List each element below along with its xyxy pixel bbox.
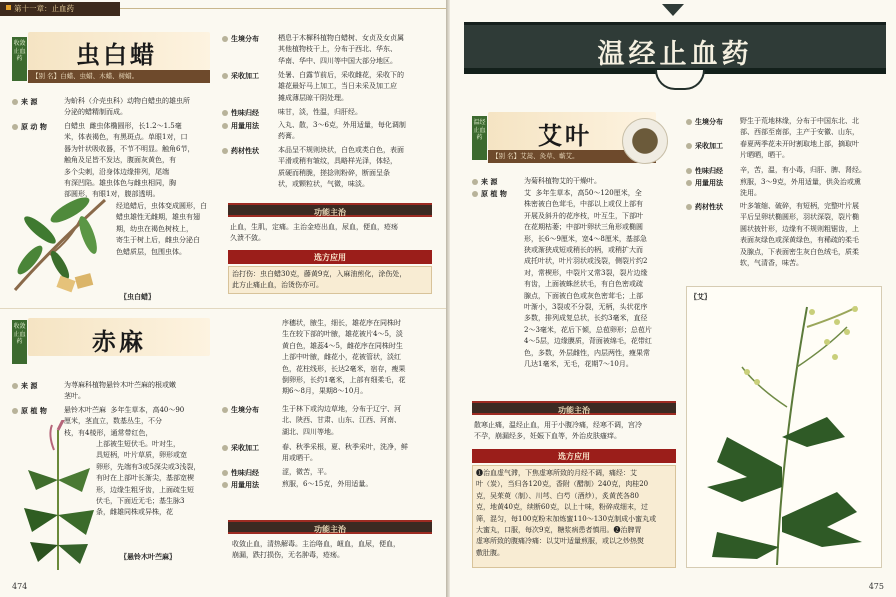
usage-text: 入丸、散，3～6克，外用适量，每化调制 药膏。 (278, 121, 406, 141)
application-section-header: 选方应用 (472, 449, 676, 463)
origin-text-cont: 上部被生短伏毛。叶对生， 具短柄，叶片草质，卵形或宽 卵形，先端有3或5深尖或3浅裂， 有时在上部叶长渐尖，基部宽楔 形，边缘生粗牙齿，上面疏生短 伏毛，下面近无毛；基生脉3 条，雌雄同株或异株，花 (96, 440, 201, 517)
alias-bar: 【别 名】艾蒿、灸草、蘄艾。 (488, 150, 656, 163)
origin-text: 悬铃木叶苎麻 多年生草本，高40～90 厘米，茎直立，数基丛生，不分 枝，有4棱形，通常带红色， (64, 406, 185, 437)
source-text: 为菊科植物艾的干燥叶。 (524, 177, 601, 185)
distribution-label: 生境分布 (686, 116, 723, 127)
function-section-header: 功能主治 (228, 203, 432, 217)
dried-herb-photo (622, 118, 668, 164)
page-number: 475 (868, 582, 884, 591)
source-label: 来 源 (472, 176, 497, 187)
image-caption: 〖悬铃木叶苎麻〗 (120, 552, 176, 561)
application-text: ❶治血虚气滞，下焦虚寒所致的月经不调，痛经：艾 叶（炭），当归各120克，香附（醋制）240克，肉桂20 克，吴茱萸（制）、川芎、白芍（酒炒），炙黄芪各80 克，地黄40克，续断60克，以上十味，粉碎成细末，过 筛，混匀，每100克粉末加炼蜜110～130克制成小蜜丸或 大蜜丸，口服，每次9克，糖浆病患者慎用。❷治脾胃 虚寒所致的腹痛冷痛：以艾叶适量煎服，或以之炒热熨 敷肚腹。 (476, 469, 657, 557)
usage-label: 用量用法 (686, 177, 723, 188)
source-text: 为荨麻科植物悬铃木叶苎麻的根或嫩 茎叶。 (64, 381, 176, 401)
properties-label: 药材性状 (686, 201, 723, 212)
right-page (450, 0, 896, 597)
mugwort-illustration (687, 287, 881, 567)
section-banner (464, 22, 886, 74)
processing-label: 采收加工 (222, 442, 259, 453)
origin-label: 原 植 物 (472, 188, 507, 199)
wax-tree-illustration (10, 180, 110, 300)
origin-label: 原 植 物 (12, 405, 47, 416)
distribution-label: 生境分布 (222, 33, 259, 44)
nature-text: 涩，微苦，平。 (282, 468, 331, 476)
function-text: 收敛止血，清热解毒。主治咯血，衄血，血尿，便血， 崩漏，跌打损伤，无名肿毒，疮疡。 (232, 540, 400, 560)
header-bullet-icon (6, 5, 11, 10)
distribution-text: 野生于荒地林缘，分布于中国东北、北 部、西部至南部，主产于安徽、山东， 春夏两季花未开时割取地上部，摘取叶 片晒晒，晒干。 (740, 117, 859, 160)
usage-label: 用量用法 (222, 479, 259, 490)
origin-label: 原 动 物 (12, 121, 47, 132)
origin-text-continued: 序穗状，腋生，细长，雄花序在同株时 生在较下部的叶腋，雄花被片4～5，淡 黄白色，雄蕊4～5，雌花序在同株时生 上部中叶腋，雌花小，花被管状，淡红 色，花柱线形，长达2毫米，宿存，瘦果 倒卵形，长约1毫米，上部有细柔毛，花 期6～8月，果期8～10月。 (282, 319, 406, 396)
properties-text: 叶多皱缩、破碎，有短柄，完整叶片展 平后呈卵状椭圆形，羽状深裂，裂片椭 圆状披针形，边缘有不规则粗锯齿，上 表面灰绿色或深黄绿色，有稀疏的柔毛 及腺点，下表面密生灰白色绒毛，质柔 软，气清香，味苦。 (740, 202, 859, 268)
banner-ornament-icon (655, 70, 705, 90)
processing-label: 采收加工 (222, 70, 259, 81)
processing-text: 春、秋季采根，夏、秋季采叶，洗净，鲜 用或晒干。 (282, 443, 408, 463)
origin-text: 艾 多年生草本，高50～120厘米，全 株密被白色茸毛，中部以上或仅上部有 开展及斜升的花序枝，叶互生，下部叶 在花期枯萎；中部叶卵状三角形或椭圆 形，长6～9厘米，宽4～8厘米，基部急 狭或渐狭成短或稍长的柄，或稍扩大而 成托叶状，叶片羽状或浅裂，侧裂片约2 对，常楔形，中裂片又常3裂，裂片边缘 有齿，上面被蛛丝状毛，有白色密或疏 腺点，下面被白色或灰色密茸毛；上部 叶渐小，3裂或不分裂，无柄，头状花序 多数，排列成复总状，长约3毫米，直径 2～3毫米，花后下倾，总苞卵形；总苞片 4～5层，边缘膜质，背面被绵毛，花带红 色，多数，外层雌性，内层两性，瘦果常 几达1毫米，无毛，花期7～10月。 (524, 189, 652, 369)
top-marker-icon (662, 4, 684, 16)
function-text: 止血，生肌，定痛。主治金疮出血，尿血，便血，疮疡 久溃不敛。 (230, 223, 398, 243)
category-tag: 温经止血药 (472, 116, 487, 160)
usage-text: 煎服，3～9克，外用适量，供灸治或熏 洗用。 (740, 178, 861, 198)
source-label: 来 源 (12, 380, 37, 391)
left-page (0, 0, 446, 597)
herb-name: 艾叶 (538, 121, 592, 150)
image-caption: 〖虫白蜡〗 (120, 292, 155, 301)
distribution-text: 栖息于木樨科植物白蜡树、女贞及女贞属 其他植物枝干上，分布于西北、华东、 华南、华中、四川等中国大部分地区。 (278, 34, 404, 65)
source-label: 来 源 (12, 96, 37, 107)
nature-label: 性味归经 (222, 107, 259, 118)
ramie-illustration (18, 420, 98, 570)
origin-text: 白蜡虫 雌虫体椭圆形，长1.2～1.5毫 米，体表褐色，有黑斑点。单眼1对，口 器为针状吸收器，不节不明显。触角6节， 触角及足皆不发达，腹面灰黄色，有 多个尖刺，沿身体边缘排列，尾端 有深凹陷。雄虫体色与雌虫相同，胸 部圆形，有眼1对，腹部透明。 (64, 122, 195, 199)
processing-label: 采收加工 (686, 140, 723, 151)
properties-text: 本品呈不规则块状，白色或类白色，表面 平滑或稍有皱纹，具略样光泽，体轻， 质硬而稍脆，搓捻则粉碎，断面呈条 状，或颗粒状，气微，味淡。 (278, 146, 404, 189)
usage-label: 用量用法 (222, 120, 259, 131)
alias-bar: 【别 名】白蜡、虫蜡、木蜡、树蜡。 (28, 70, 210, 83)
processing-text: 处暑、白露节前后，采收雌花，采收下的 雄花最好马上加工，当日未采及加工应 摊成薄层晾干阴处理。 (278, 71, 404, 102)
nature-label: 性味归经 (222, 467, 259, 478)
function-section-header: 功能主治 (472, 401, 676, 415)
nature-text: 味甘，淡，性温，归肝经。 (278, 108, 362, 116)
distribution-text: 生于林下或沟边草地，分布于辽宁、河 北、陕西、甘肃、山东、江西、河南、 湖北、四川等地。 (282, 405, 401, 436)
page-number: 474 (12, 582, 28, 591)
chapter-header: 第十一章：止血药 (0, 2, 120, 16)
image-caption: 〖艾〗 (690, 292, 711, 301)
mugwort-image-frame (686, 286, 882, 568)
properties-label: 药材性状 (222, 145, 259, 156)
category-tag: 收敛止血药 (12, 320, 27, 364)
application-text: 治打伤：虫白蜡30克，藤黄9克，入麻油煎化，涂伤处， 此方止痛止血，治烫伤亦可。 (232, 270, 407, 290)
function-text: 散寒止痛，温经止血，用于小腹冷痛，经寒不调，宫冷 不孕，崩漏经多，妊娠下血等，外治皮肤瘙痒。 (474, 421, 642, 441)
nature-label: 性味归经 (686, 165, 723, 176)
category-tag: 收敛止血药 (12, 37, 27, 81)
header-rule (120, 8, 446, 9)
nature-text: 辛，苦，温，有小毒，归肝、脾、肾经。 (740, 166, 866, 174)
herb-name: 赤麻 (92, 327, 146, 356)
application-section-header: 选方应用 (228, 250, 432, 264)
source-text: 为蚧科（介壳虫科）动物白蜡虫的雄虫所 分泌的蜡精制而成。 (64, 97, 190, 117)
section-divider (0, 308, 446, 309)
herb-name: 虫白蜡 (76, 40, 157, 69)
distribution-label: 生境分布 (222, 404, 259, 415)
function-section-header: 功能主治 (228, 520, 432, 534)
usage-text: 煎服，6～15克，外用适量。 (282, 480, 373, 488)
origin-text-cont: 经追蜡后，虫体变成圆形，白 蜡虫雄性无雌期，雄虫有翅 期，幼虫在褐色树枝上， 寄生于树上后，雌虫分泌白 色蜡质层，包围虫体。 (116, 202, 207, 256)
section-banner-title: 温经止血药 (597, 39, 753, 70)
